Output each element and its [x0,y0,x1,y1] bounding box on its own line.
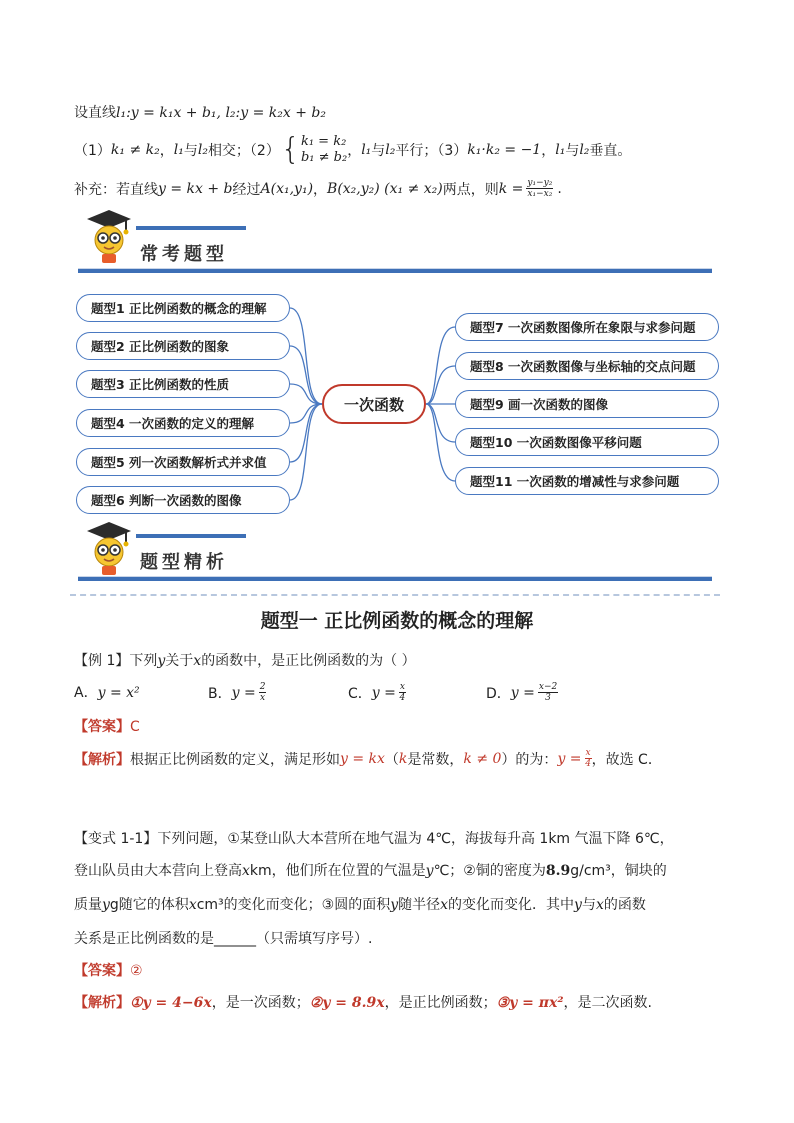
choice-formula: y = [510,684,535,701]
choice-c[interactable] [348,682,406,703]
mindmap-right-item[interactable]: 题型9 画一次函数的图像 [455,390,719,418]
variant-label: 【变式 1-1】 [74,831,158,847]
analysis-math: ②y = 8.9x [309,995,385,1011]
frac-numerator: x−2 [538,682,558,692]
question-text: 的函数中，是正比例函数的为（ ） [201,653,416,669]
intro-text: 垂直。 [589,143,632,159]
intro-text: 与 [183,143,198,159]
intro-text: 与 [565,143,580,159]
variant-text: g随它的体积 [109,897,189,913]
mindmap-connector [426,366,455,404]
variant-math: x [242,863,250,879]
choice-fraction [399,682,406,703]
analysis-math: k [398,750,408,767]
mindmap-right-item[interactable]: 题型10 一次函数图像平移问题 [455,428,719,456]
mindmap-connector [426,404,455,481]
mindmap-connector [290,384,322,404]
choice-label: D． [486,685,511,702]
analysis-label: 【解析】 [74,995,130,1011]
variant-text: cm³的变化而变化；③圆的面积 [196,897,391,913]
mindmap-left-item[interactable]: 题型2 正比例函数的图象 [76,332,290,360]
variant1-line-4 [74,928,372,948]
frac-denominator: 3 [545,693,551,703]
example1-analysis [74,748,662,769]
intro-text: 相交；（2） [207,143,280,159]
choice-fraction [538,682,558,703]
dashed-divider [70,594,720,596]
example1-answer [74,716,140,736]
intro-line1-prefix: 设直线 [74,105,116,121]
question-text: 下列 [129,653,158,669]
question-text: 关于 [165,653,194,669]
intro-math: l₂ [579,142,590,158]
variant-math: y [574,897,582,913]
intro-text: （1） [74,143,111,159]
variant1-answer [74,960,143,980]
choice-formula: y = x² [97,685,140,701]
variant-math: y [425,863,434,879]
frac-denominator: 4 [585,759,591,769]
variant-math: x [440,897,449,913]
variant-text: 质量 [74,897,102,913]
variant-text: 登山队员由大本营向上登高 [74,863,242,879]
analysis-fraction [585,748,592,769]
variant-text: 下列问题，①某登山队大本营所在地气温为 4℃，海拔每升高 1km 气温下降 6℃， [157,831,674,847]
intro-math: l₁ [173,142,184,158]
intro-text: 经过 [232,181,261,198]
variant-text: 与 [581,897,596,913]
header-accent-bar [136,534,246,538]
intro-math: k = [498,180,524,197]
frac-numerator: x [585,748,591,758]
variant-text: 的函数 [603,897,646,913]
analysis-text: （ [384,751,399,768]
mindmap-connector [426,404,455,442]
intro-math: k₁ ≠ k₂ [110,142,160,158]
intro-text: ， [541,143,556,159]
analysis-math: ③y = πx² [496,995,564,1011]
frac-denominator: x [260,693,266,703]
intro-math: k₁·k₂ = −1 [467,142,542,158]
choice-b[interactable] [208,682,266,703]
mindmap-right-item[interactable]: 题型8 一次函数图像与坐标轴的交点问题 [455,352,719,380]
variant1-analysis [74,992,652,1012]
analysis-text: 根据正比例函数的定义，满足形如 [130,751,340,768]
choice-label: A． [74,685,98,701]
mindmap-center-node[interactable]: 一次函数 [322,384,426,424]
frac-numerator: y₁−y₂ [527,178,553,188]
variant-text: 随半径 [398,897,441,913]
choice-a[interactable] [74,682,140,702]
intro-text: 两点，则 [442,181,499,198]
variant-text: 关系是正比例函数的是______（只需填写序号）. [74,931,373,947]
analysis-label: 【解析】 [74,751,130,768]
variant1-line-2 [74,860,667,880]
choice-d[interactable] [486,682,558,703]
variant-math: y [102,897,110,913]
intro-math: l₁ [361,142,372,158]
intro-text: 与 [371,143,386,159]
variant-math: x [188,897,197,913]
intro-text: ， [347,143,362,159]
intro-math: l₁ [555,142,566,158]
mindmap-left-item[interactable]: 题型4 一次函数的定义的理解 [76,409,290,437]
intro-line1-formula: l₁:y = k₁x + b₁, l₂:y = k₂x + b₂ [116,105,326,121]
variant-text: km，他们所在位置的气温是 [249,863,426,879]
brace-bottom: b₁ ≠ b₂ [300,150,348,165]
example1-question [74,650,416,670]
mindmap-left-item[interactable]: 题型5 列一次函数解析式并求值 [76,448,290,476]
question-var: y [157,653,166,669]
answer-value: ② [130,963,143,979]
section-header-analysis [78,520,718,584]
analysis-text: 是常数， [407,751,464,768]
analysis-text: ）的为： [501,751,558,768]
mindmap-left-item[interactable]: 题型3 正比例函数的性质 [76,370,290,398]
analysis-text: ，是正比例函数； [384,995,497,1011]
analysis-math: k ≠ 0 [463,750,502,767]
frac-denominator: x₁−x₂ [527,189,553,199]
intro-text: . [557,180,562,197]
intro-text: 补充：若直线 [74,181,158,198]
variant-text: ℃；②铜的密度为 [433,863,546,879]
analysis-text: ，是二次函数. [563,995,652,1011]
frac-denominator: 4 [399,693,406,703]
analysis-text: ，是一次函数； [211,995,310,1011]
intro-math: A(x₁,y₁) [260,180,314,197]
intro-text: ， [159,143,174,159]
choice-fraction [259,682,267,703]
header-underline-bar [78,577,712,581]
answer-label: 【答案】 [74,719,130,735]
choice-formula: y = [231,684,256,701]
analysis-math: y = kx [340,750,385,767]
brace-top: k₁ = k₂ [300,134,347,149]
section-title: 常考题型 [140,244,228,265]
variant-math: 8.9 [545,863,571,879]
choice-label: C． [348,685,372,702]
analysis-text: ，故选 C． [591,751,662,768]
student-mascot-icon [84,520,134,576]
topic-title: 题型一 正比例函数的概念的理解 [260,610,534,632]
question-var: x [193,653,202,669]
choice-formula: y = [371,684,396,701]
brace-icon: { [280,132,300,167]
variant1-line-1 [74,828,674,848]
answer-value: C [130,719,140,735]
intro-math: B(x₂,y₂) (x₁ ≠ x₂) [327,180,443,197]
mindmap-right-item[interactable]: 题型7 一次函数图像所在象限与求参问题 [455,313,719,341]
mindmap-left-item[interactable]: 题型1 正比例函数的概念的理解 [76,294,290,322]
frac-numerator: 2 [259,682,266,692]
variant-text: 的变化而变化．其中 [448,897,575,913]
intro-math: l₂ [385,142,396,158]
intro-math: l₂ [197,142,208,158]
intro-math: y = kx + b [158,180,233,197]
intro-text: ， [313,181,328,198]
variant1-line-3 [74,894,646,914]
mindmap-connector [290,404,322,423]
mindmap-connector [290,404,322,500]
mindmap-connector [290,308,322,404]
answer-label: 【答案】 [74,963,130,979]
analysis-math: y = [557,750,582,767]
analysis-math: ①y = 4−6x [130,995,212,1011]
intro-text: 平行；（3） [395,143,468,159]
choice-label: B． [208,685,232,702]
variant-text: g/cm³，铜块的 [570,863,667,879]
variant-math: x [595,897,604,913]
frac-numerator: x [399,682,405,692]
mindmap-connector [426,327,455,404]
variant-math: y [390,897,399,913]
section-title: 题型精析 [140,552,228,573]
example-label: 【例 1】 [74,653,130,669]
mindmap-left-item[interactable]: 题型6 判断一次函数的图像 [76,486,290,514]
mindmap-right-item[interactable]: 题型11 一次函数的增减性与求参问题 [455,467,719,495]
